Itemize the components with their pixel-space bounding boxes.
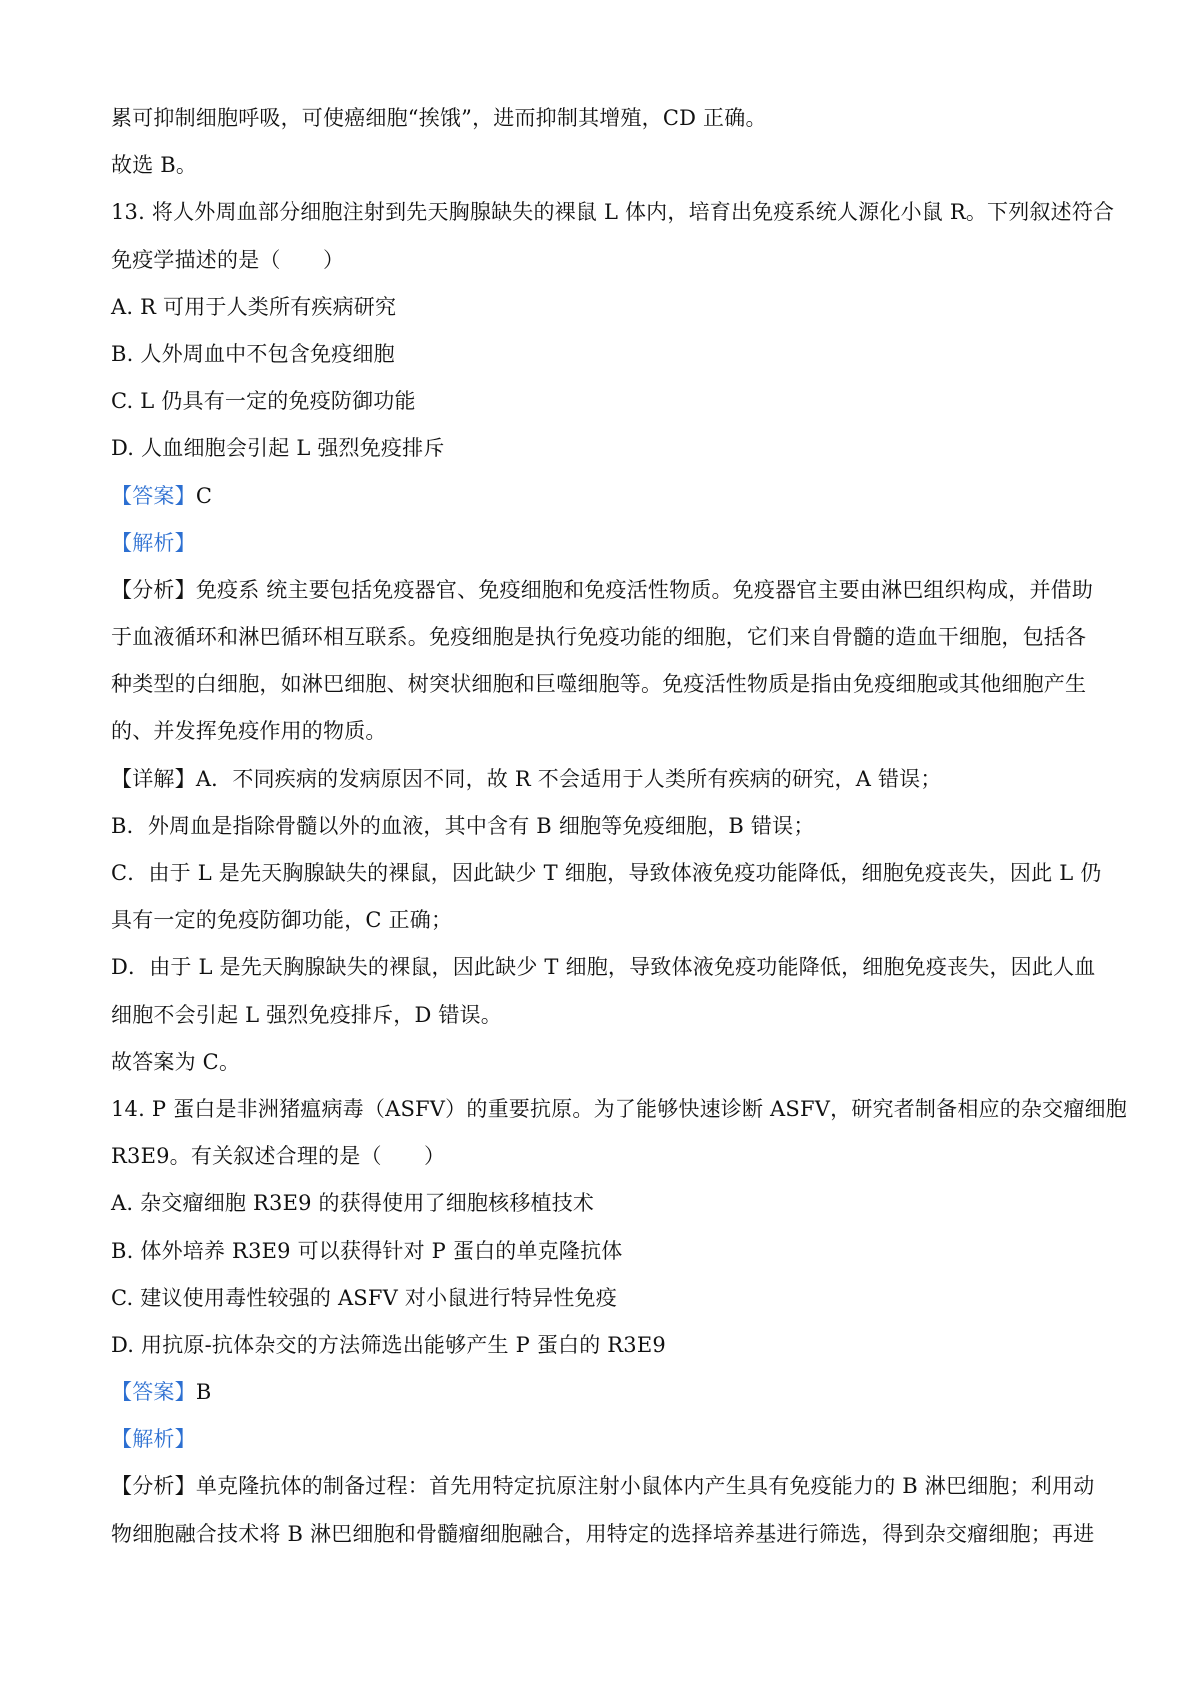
q14-stem-line2: R3E9。有关叙述合理的是（ ） [111,1144,446,1169]
q13-xiangjie-d2: 细胞不会引起 L 强烈免疫排斥，D 错误。 [111,1002,503,1027]
q13-xiangjie-b: B．外周血是指除骨髓以外的血液，其中含有 B 细胞等免疫细胞，B 错误； [111,813,815,838]
q14-stem-line1: 14. P 蛋白是非洲猪瘟病毒（ASFV）的重要抗原。为了能够快速诊断 ASFV，研究者制备相应的杂交瘤细胞 [111,1096,1127,1121]
q13-answer: C [195,483,213,508]
q13-fenxi-text1: 免疫系 统主要包括免疫器官、免疫细胞和免疫活性物质。免疫器官主要由淋巴组织构成，并借助 [195,577,1094,602]
document-page [111,95,1127,1558]
q13-fenxi-line1 [111,567,1107,614]
q14-option-c: C. 建议使用毒性较强的 ASFV 对小鼠进行特异性免疫 [111,1285,617,1310]
q13-xiangjie-d1: D．由于 L 是先天胸腺缺失的裸鼠，因此缺少 T 细胞，导致体液免疫功能降低，细胞免疫丧失，因此人血 [111,955,1096,980]
q14-fenxi-text1: 单克隆抗体的制备过程：首先用特定抗原注射小鼠体内产生具有免疫能力的 B 淋巴细胞；利用动 [195,1474,1095,1499]
q13-option-c: C. L 仍具有一定的免疫防御功能 [111,389,416,414]
q14-fenxi-line2: 物细胞融合技术将 B 淋巴细胞和骨髓瘤细胞融合，用特定的选择培养基进行筛选，得到杂交瘤细胞；再进 [111,1521,1095,1546]
q13-fenxi-line2: 于血液循环和淋巴循环相互联系。免疫细胞是执行免疫功能的细胞，它们来自骨髓的造血干细胞，包括各 [111,625,1087,650]
q13-option-a: A. R 可用于人类所有疾病研究 [111,294,397,319]
q13-xiangjie-a: A．不同疾病的发病原因不同，故 R 不会适用于人类所有疾病的研究，A 错误； [195,766,942,791]
prev-answer-line: 累可抑制细胞呼吸，可使癌细胞“挨饿”，进而抑制其增殖，CD 正确。 [111,106,767,130]
q14-answer-tag: 【答案】 [111,1380,196,1405]
q14-option-b: B. 体外培养 R3E9 可以获得针对 P 蛋白的单克隆抗体 [111,1238,623,1263]
q14-fenxi-line1 [111,1463,1107,1510]
prev-conclusion: 故选 B。 [111,153,198,178]
q13-xiangjie-tag: 【详解】 [111,766,196,791]
q13-conclusion: 故答案为 C。 [111,1049,241,1074]
q13-stem-line1: 13. 将人外周血部分细胞注射到先天胸腺缺失的裸鼠 L 体内，培育出免疫系统人源化小鼠 R。下列叙述符合 [111,200,1115,225]
q13-fenxi-tag: 【分析】 [111,577,196,602]
q14-option-a: A. 杂交瘤细胞 R3E9 的获得使用了细胞核移植技术 [111,1191,595,1216]
q13-fenxi-line4: 的、并发挥免疫作用的物质。 [111,719,387,744]
q14-analysis-tag: 【解析】 [111,1427,196,1452]
q13-xiangjie-c1: C．由于 L 是先天胸腺缺失的裸鼠，因此缺少 T 细胞，导致体液免疫功能降低，细胞免疫丧失，因此 L 仍 [111,861,1102,885]
q13-answer-line [111,473,1107,520]
q13-option-d: D. 人血细胞会引起 L 强烈免疫排斥 [111,436,445,461]
q13-xiangjie-line-a [111,756,1107,803]
q14-fenxi-tag: 【分析】 [111,1474,196,1499]
q13-fenxi-line3: 种类型的白细胞，如淋巴细胞、树突状细胞和巨噬细胞等。免疫活性物质是指由免疫细胞或其他细胞产生 [111,672,1087,697]
q13-analysis-tag: 【解析】 [111,530,196,555]
q14-answer-line [111,1369,1107,1416]
q14-option-d: D. 用抗原-抗体杂交的方法筛选出能够产生 P 蛋白的 R3E9 [111,1332,666,1357]
q13-xiangjie-c2: 具有一定的免疫防御功能，C 正确； [111,908,453,933]
q13-answer-tag: 【答案】 [111,483,196,508]
q13-stem-line2: 免疫学描述的是（ ） [111,247,345,272]
q14-analysis-line [111,1416,1107,1463]
q13-option-b: B. 人外周血中不包含免疫细胞 [111,341,395,366]
q14-answer: B [195,1380,212,1405]
q13-analysis-line [111,520,1107,567]
